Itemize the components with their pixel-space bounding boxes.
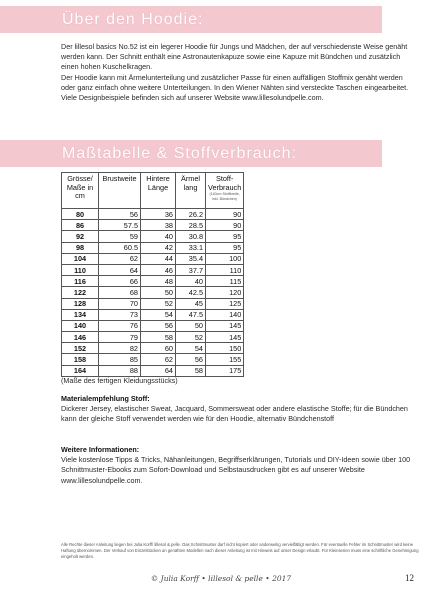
cell-chest: 56 — [99, 209, 141, 220]
size-table — [61, 172, 244, 377]
table-row — [62, 209, 244, 220]
section-title-sizes: Maßtabelle & Stoffverbrauch: — [62, 144, 297, 162]
cell-sleeve: 56 — [176, 354, 206, 365]
cell-fabric: 90 — [206, 209, 244, 220]
cell-chest: 79 — [99, 332, 141, 343]
cell-chest: 82 — [99, 343, 141, 354]
page-number: 12 — [405, 573, 414, 583]
info-section — [61, 445, 411, 486]
intro-paragraph-3: Viele Designbeispiele befinden sich auf unserer Website www.lillesolundpelle.com. — [61, 93, 324, 103]
intro-text — [61, 42, 411, 103]
cell-back-length: 64 — [141, 365, 176, 376]
cell-chest: 85 — [99, 354, 141, 365]
cell-sleeve: 28.5 — [176, 220, 206, 231]
cell-size: 158 — [62, 354, 99, 365]
cell-sleeve: 54 — [176, 343, 206, 354]
table-row — [62, 343, 244, 354]
cell-size: 80 — [62, 209, 99, 220]
table-row — [62, 253, 244, 264]
section-banner-sizes — [0, 140, 382, 167]
cell-chest: 73 — [99, 309, 141, 320]
cell-chest: 62 — [99, 253, 141, 264]
material-text: Dickerer Jersey, elastischer Sweat, Jacquard, Sommersweat oder andere elastische Stoffe; für die Bündchen kann der gleiche Stoff verwendet werden wie für den Hoodie, alternativ Bündchenstoff — [61, 404, 408, 424]
cell-size: 128 — [62, 298, 99, 309]
cell-sleeve: 58 — [176, 365, 206, 376]
header-fabric — [206, 173, 244, 209]
table-row — [62, 365, 244, 376]
cell-fabric: 175 — [206, 365, 244, 376]
material-section — [61, 394, 411, 425]
table-row — [62, 264, 244, 275]
cell-back-length: 54 — [141, 309, 176, 320]
info-text: Viele kostenlose Tipps & Tricks, Nähanleitungen, Begriffserklärungen, Tutorials und DIY-Ideen sowie über 100 Schnittmuster-Ebooks zum Sofort-Download und Selbstausdrucken gibt es auf unserer Website www.lillesolundpelle.com. — [61, 455, 411, 485]
cell-size: 98 — [62, 242, 99, 253]
cell-sleeve: 33.1 — [176, 242, 206, 253]
info-heading: Weitere Informationen: — [61, 445, 140, 454]
cell-chest: 88 — [99, 365, 141, 376]
header-back-length: Hintere Länge — [141, 173, 176, 209]
header-fabric-label: Stoff-Verbrauch — [208, 174, 242, 192]
header-size: Grösse/ Maße in cm — [62, 173, 99, 209]
cell-back-length: 56 — [141, 320, 176, 331]
cell-back-length: 44 — [141, 253, 176, 264]
intro-paragraph-1: Der lillesol basics No.52 ist ein legerer Hoodie für Jungs und Mädchen, der auf verschiedenste Weise genäht werden kann. Der Schnitt enthält eine Astronautenkapuze sowie eine Kapuze mit Bündchen und zusätzlich einen hohen Kuschelkragen. — [61, 42, 408, 72]
cell-fabric: 115 — [206, 276, 244, 287]
header-chest: Brustweite — [99, 173, 141, 209]
legal-notice: Alle Rechte dieser Anleitung liegen bei Julia Korff/ lillesol & pelle. Das Schnittmuster darf nicht kopiert oder anderweitig vervielfältigt werden. Für eventuelle Fehler im Schnittmuster wird keine Haftung übernommen. Der Verkauf von Einzelstücken an genähten Modellen nach dieser Anleitung ist mit Hinweis auf unser Design erlaubt. Für Kleinserien muss eine schriftliche Genehmigung eingeholt werden. — [61, 542, 419, 560]
table-row — [62, 309, 244, 320]
cell-back-length: 46 — [141, 264, 176, 275]
cell-size: 86 — [62, 220, 99, 231]
intro-paragraph-2: Der Hoodie kann mit Ärmelunterteilung und zusätzlicher Passe für einen auffälligen Stoffmix genäht werden oder ganz einfach ohne weitere Unterteilungen. In den Wiener Nähten sind versteckte Taschen eingearbeitet. — [61, 72, 409, 92]
cell-sleeve: 45 — [176, 298, 206, 309]
table-row — [62, 332, 244, 343]
cell-fabric: 155 — [206, 354, 244, 365]
cell-back-length: 50 — [141, 287, 176, 298]
cell-chest: 70 — [99, 298, 141, 309]
table-note: (Maße des fertigen Kleidungsstücks) — [61, 376, 178, 385]
cell-fabric: 120 — [206, 287, 244, 298]
cell-sleeve: 30.8 — [176, 231, 206, 242]
cell-fabric: 95 — [206, 231, 244, 242]
cell-chest: 66 — [99, 276, 141, 287]
cell-chest: 57.5 — [99, 220, 141, 231]
cell-sleeve: 35.4 — [176, 253, 206, 264]
footer-brand: © Julia Korff • lillesol & pelle • 2017 — [150, 574, 292, 583]
cell-fabric: 90 — [206, 220, 244, 231]
cell-chest: 64 — [99, 264, 141, 275]
cell-sleeve: 47.5 — [176, 309, 206, 320]
table-row — [62, 287, 244, 298]
cell-sleeve: 42.5 — [176, 287, 206, 298]
cell-chest: 60.5 — [99, 242, 141, 253]
table-row — [62, 354, 244, 365]
cell-back-length: 52 — [141, 298, 176, 309]
cell-size: 92 — [62, 231, 99, 242]
cell-back-length: 62 — [141, 354, 176, 365]
table-row — [62, 320, 244, 331]
material-heading: Materialempfehlung Stoff: — [61, 394, 150, 403]
table-row — [62, 242, 244, 253]
cell-back-length: 40 — [141, 231, 176, 242]
size-table-header-row — [62, 173, 244, 209]
cell-size: 134 — [62, 309, 99, 320]
header-fabric-note: (140cm Stoffbreite, inkl. Bündchen) — [209, 192, 240, 201]
cell-size: 146 — [62, 332, 99, 343]
cell-size: 152 — [62, 343, 99, 354]
cell-back-length: 58 — [141, 332, 176, 343]
cell-chest: 68 — [99, 287, 141, 298]
cell-back-length: 38 — [141, 220, 176, 231]
cell-fabric: 145 — [206, 320, 244, 331]
section-title-about: Über den Hoodie: — [62, 10, 204, 28]
cell-fabric: 110 — [206, 264, 244, 275]
cell-chest: 59 — [99, 231, 141, 242]
cell-chest: 76 — [99, 320, 141, 331]
cell-size: 116 — [62, 276, 99, 287]
cell-fabric: 95 — [206, 242, 244, 253]
cell-size: 104 — [62, 253, 99, 264]
cell-back-length: 60 — [141, 343, 176, 354]
cell-fabric: 145 — [206, 332, 244, 343]
cell-sleeve: 52 — [176, 332, 206, 343]
cell-sleeve: 37.7 — [176, 264, 206, 275]
cell-size: 164 — [62, 365, 99, 376]
table-row — [62, 276, 244, 287]
cell-fabric: 150 — [206, 343, 244, 354]
cell-size: 122 — [62, 287, 99, 298]
table-row — [62, 220, 244, 231]
cell-fabric: 100 — [206, 253, 244, 264]
cell-size: 110 — [62, 264, 99, 275]
cell-fabric: 125 — [206, 298, 244, 309]
cell-sleeve: 26.2 — [176, 209, 206, 220]
section-banner-about — [0, 6, 382, 33]
cell-sleeve: 40 — [176, 276, 206, 287]
cell-size: 140 — [62, 320, 99, 331]
header-sleeve: Ärmel lang — [176, 173, 206, 209]
cell-back-length: 48 — [141, 276, 176, 287]
table-row — [62, 231, 244, 242]
cell-back-length: 36 — [141, 209, 176, 220]
cell-fabric: 140 — [206, 309, 244, 320]
table-row — [62, 298, 244, 309]
cell-sleeve: 50 — [176, 320, 206, 331]
cell-back-length: 42 — [141, 242, 176, 253]
